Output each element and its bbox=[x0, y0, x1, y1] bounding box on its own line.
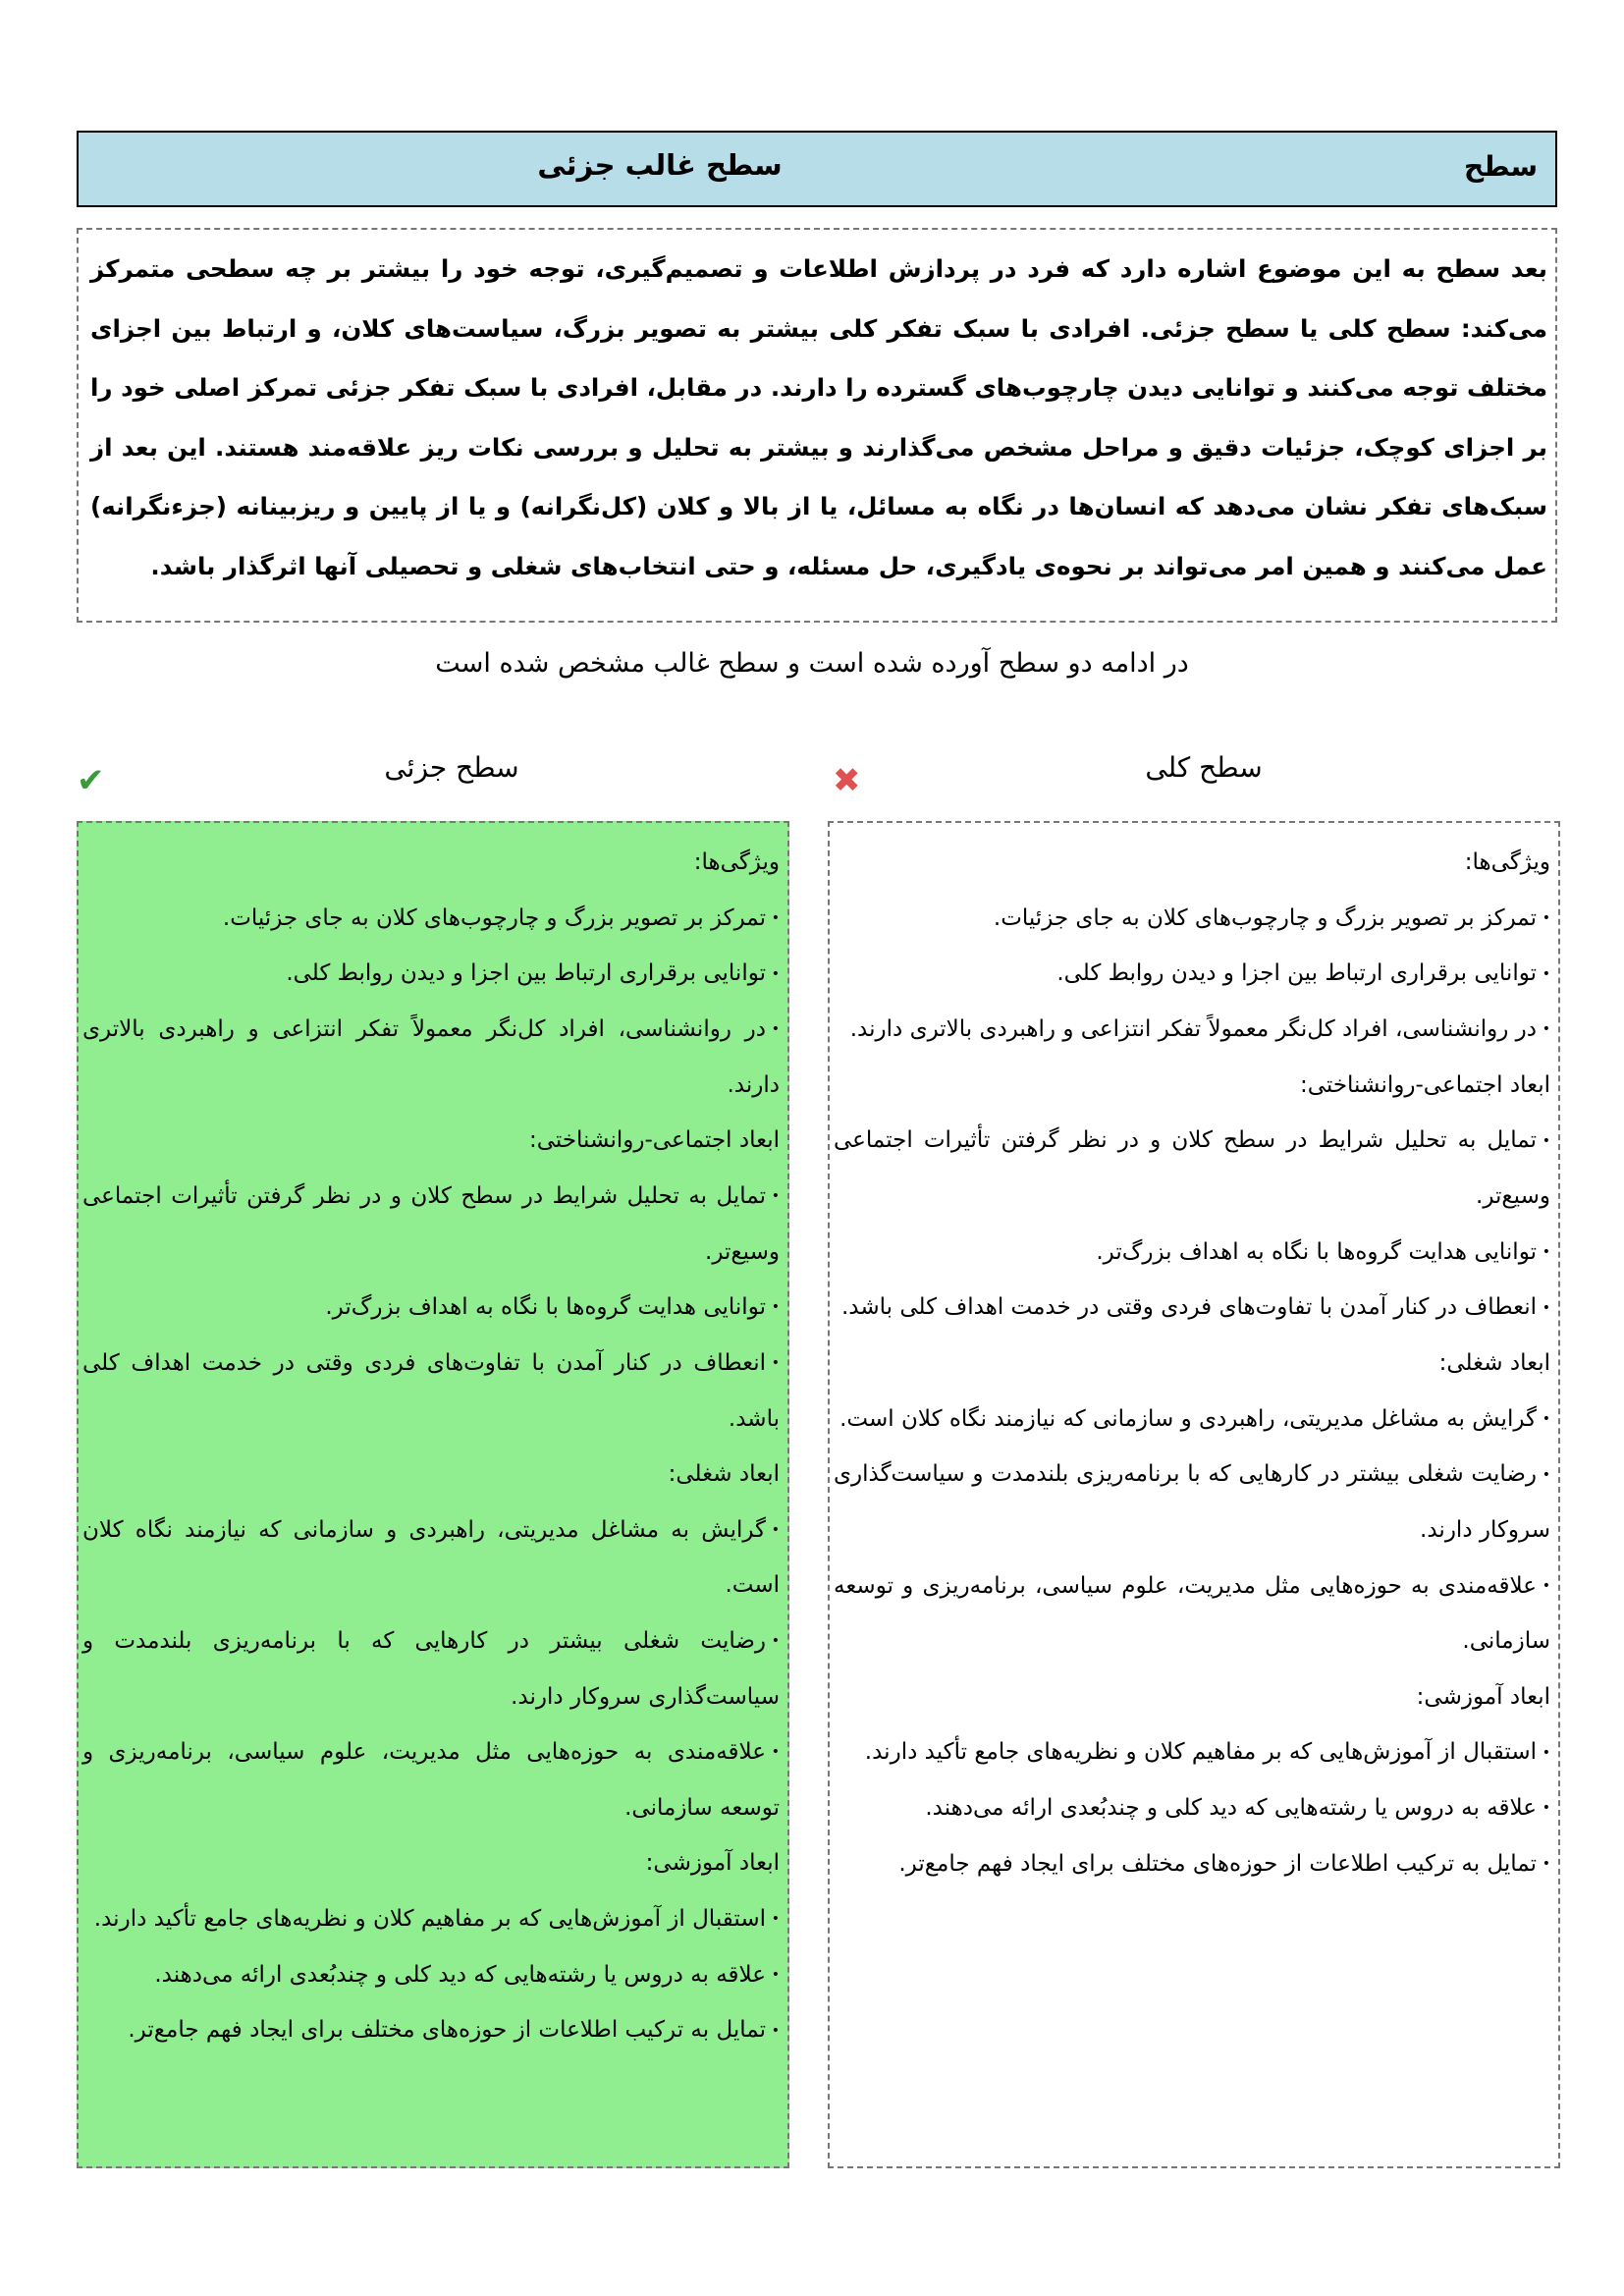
list-item: •علاقه به دروس یا رشته‌هایی که دید کلی و چندبُعدی ارائه می‌دهند. bbox=[925, 1795, 1550, 1821]
list-item: •انعطاف در کنار آمدن با تفاوت‌های فردی وقتی در خدمت اهداف کلی باشد. bbox=[82, 1349, 780, 1432]
subtitle: در ادامه دو سطح آورده شده است و سطح غالب مشخص شده است bbox=[435, 648, 1189, 679]
list-item: •علاقه‌مندی به حوزه‌هایی مثل مدیریت، علوم سیاسی، برنامه‌ریزی و توسعه سازمانی. bbox=[834, 1572, 1550, 1655]
list-item: •تمرکز بر تصویر بزرگ و چارچوب‌های کلان به جای جزئیات. bbox=[993, 904, 1550, 931]
list-item: •تمایل به ترکیب اطلاعات از حوزه‌های مختلف برای ایجاد فهم جامع‌تر. bbox=[128, 2017, 780, 2044]
check-icon: ✔ bbox=[77, 761, 105, 800]
list-item: •در روانشناسی، افراد کل‌نگر معمولاً تفکر انتزاعی و راهبردی بالاتری دارند. bbox=[82, 1016, 780, 1098]
detail-column-title: سطح جزئی bbox=[384, 751, 519, 784]
list-item: •انعطاف در کنار آمدن با تفاوت‌های فردی وقتی در خدمت اهداف کلی باشد. bbox=[840, 1294, 1550, 1321]
section-heading: ابعاد اجتماعی-روانشناختی: bbox=[528, 1127, 780, 1154]
list-item: •توانایی برقراری ارتباط بین اجزا و دیدن روابط کلی. bbox=[286, 960, 780, 987]
list-item: •علاقه‌مندی به حوزه‌هایی مثل مدیریت، علوم سیاسی، برنامه‌ریزی و توسعه سازمانی. bbox=[82, 1739, 780, 1821]
section-heading: ابعاد شغلی: bbox=[668, 1461, 780, 1487]
list-item: •استقبال از آموزش‌هایی که بر مفاهیم کلان و نظریه‌های جامع تأکید دارند. bbox=[864, 1739, 1550, 1766]
list-item: •رضایت شغلی بیشتر در کارهایی که با برنامه‌ریزی بلندمدت و سیاست‌گذاری سروکار دارند. bbox=[834, 1461, 1550, 1543]
list-item: •توانایی برقراری ارتباط بین اجزا و دیدن روابط کلی. bbox=[1056, 960, 1550, 987]
list-item: •تمرکز بر تصویر بزرگ و چارچوب‌های کلان به جای جزئیات. bbox=[222, 904, 780, 931]
list-item: •تمایل به تحلیل شرایط در سطح کلان و در نظر گرفتن تأثیرات اجتماعی وسیع‌تر. bbox=[82, 1182, 780, 1265]
list-item: •علاقه به دروس یا رشته‌هایی که دید کلی و چندبُعدی ارائه می‌دهند. bbox=[154, 1961, 780, 1988]
list-item: •توانایی هدایت گروه‌ها با نگاه به اهداف بزرگ‌تر. bbox=[325, 1294, 780, 1320]
list-item: •گرایش به مشاغل مدیریتی، راهبردی و سازمانی که نیازمند نگاه کلان است. bbox=[839, 1405, 1550, 1432]
section-heading: ابعاد آموزشی: bbox=[1416, 1683, 1550, 1710]
list-item: •توانایی هدایت گروه‌ها با نگاه به اهداف بزرگ‌تر. bbox=[1096, 1238, 1550, 1265]
general-column-title: سطح کلی bbox=[1145, 751, 1263, 784]
list-item: •تمایل به تحلیل شرایط در سطح کلان و در نظر گرفتن تأثیرات اجتماعی وسیع‌تر. bbox=[834, 1127, 1550, 1209]
section-heading: ابعاد آموزشی: bbox=[645, 1850, 780, 1877]
section-heading: ویژگی‌ها: bbox=[1464, 849, 1550, 875]
intro-box bbox=[77, 228, 1557, 623]
list-item: •در روانشناسی، افراد کل‌نگر معمولاً تفکر انتزاعی و راهبردی بالاتری دارند. bbox=[849, 1016, 1550, 1042]
cross-icon: ✖ bbox=[833, 761, 861, 800]
list-item: •استقبال از آموزش‌هایی که بر مفاهیم کلان و نظریه‌های جامع تأکید دارند. bbox=[93, 1905, 780, 1932]
header-label: سطح bbox=[1464, 150, 1538, 183]
general-panel bbox=[828, 821, 1560, 2168]
section-heading: ویژگی‌ها: bbox=[693, 849, 780, 875]
section-heading: ابعاد اجتماعی-روانشناختی: bbox=[1299, 1071, 1550, 1098]
intro-text: بعد سطح به این موضوع اشاره دارد که فرد در پردازش اطلاعات و تصمیم‌گیری، توجه خود را بیشتر بر چه سطحی متمرکز می‌کند: سطح کلی یا سطح جزئی. افرادی با سبک تفکر کلی بیشتر به تصویر بزرگ، سیاست‌های کلان، و ارتباط بین اجزای مختلف توجه می‌کنند و توانایی دیدن چارچوب‌های گسترده را دارند. در مقابل، افرادی با سبک تفکر جزئی تمرکز اصلی خود را بر اجزای کوچک، جزئیات دقیق و مراحل مشخص می‌گذارند و بیشتر به تحلیل و بررسی نکات ریز علاقه‌مند هستند. این بعد از سبک‌های تفکر نشان می‌دهد که انسان‌ها در نگاه به مسائل، یا از بالا و کلان (کل‌نگرانه) و یا از پایین و ریزبینانه (جزء‌نگرانه) عمل می‌کنند و همین امر می‌تواند بر نحوه‌ی یادگیری، حل مسئله، و حتی انتخاب‌های شغلی و تحصیلی آنها اثرگذار باشد. bbox=[90, 254, 1547, 580]
list-item: •تمایل به ترکیب اطلاعات از حوزه‌های مختلف برای ایجاد فهم جامع‌تر. bbox=[898, 1850, 1550, 1877]
header-bar bbox=[77, 131, 1557, 207]
detail-panel bbox=[77, 821, 789, 2168]
list-item: •گرایش به مشاغل مدیریتی، راهبردی و سازمانی که نیازمند نگاه کلان است. bbox=[82, 1516, 780, 1599]
page-title: سطح غالب جزئی bbox=[537, 148, 783, 182]
list-item: •رضایت شغلی بیشتر در کارهایی که با برنامه‌ریزی بلندمدت و سیاست‌گذاری سروکار دارند. bbox=[82, 1627, 780, 1710]
section-heading: ابعاد شغلی: bbox=[1438, 1350, 1550, 1376]
